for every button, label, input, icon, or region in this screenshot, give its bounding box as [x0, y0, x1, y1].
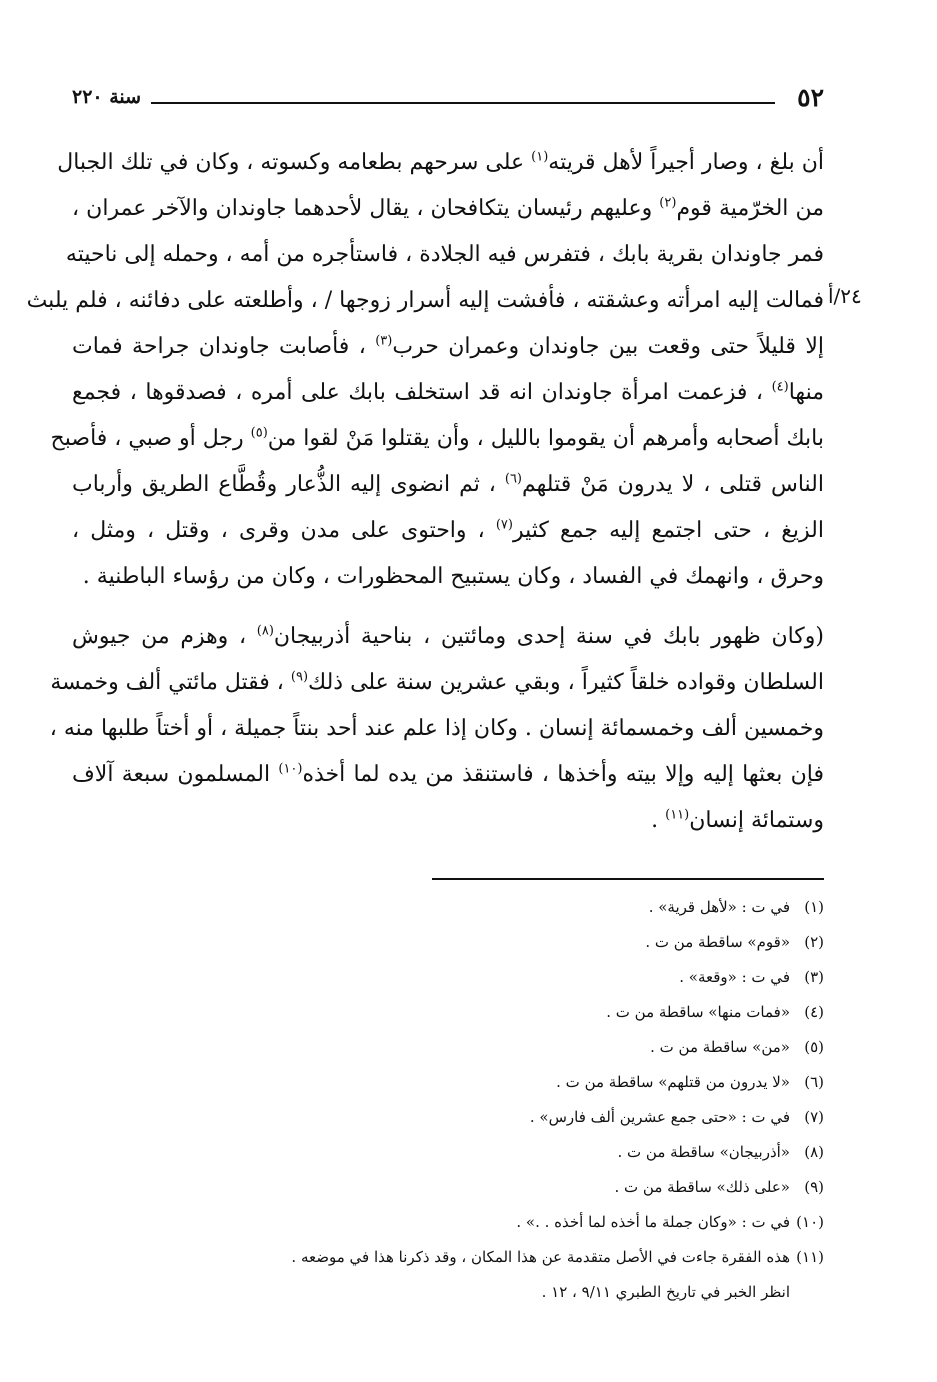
- footnote: [72, 1275, 824, 1310]
- text-run: أن بلغ ، وصار أجيراً لأهل قريته: [548, 150, 824, 175]
- text-line: [65, 232, 824, 278]
- text-run: فمالت إليه امرأته وعشقته ، فأفشت إليه أسرار زوجها / ، وأطلعته على دفائنه ، فلم يلبث: [26, 288, 824, 313]
- footnote-text: في ت : «لأهل قرية» .: [648, 898, 790, 916]
- footnote-ref: (٢): [659, 195, 677, 211]
- footnote-text: هذه الفقرة جاءت في الأصل متقدمة عن هذا المكان ، وقد ذكرنا هذا في موضعه .: [291, 1248, 790, 1266]
- footnote: [72, 960, 824, 995]
- text-line: [72, 554, 824, 600]
- footnote-number: (٦): [804, 1073, 824, 1091]
- text-run: ، فزعمت امرأة جاوندان انه قد استخلف بابك على أمره ، فصدقوها ، فجمع: [72, 380, 772, 405]
- page-number: ٥٢: [797, 82, 824, 112]
- footnote-ref: (٦): [504, 471, 522, 487]
- footnote-number: (١٠): [796, 1213, 824, 1231]
- text-run: وخمسين ألف وخمسمائة إنسان . وكان إذا علم عند أحد بنتاً جميلة ، أو أختاً طلبها منه ،: [49, 716, 824, 741]
- footnote-separator: [432, 878, 824, 880]
- footnote: [72, 995, 824, 1030]
- header-year: سنة ٢٢٠: [72, 86, 142, 108]
- text-run: على سرحهم بطعامه وكسوته ، وكان في تلك الجبال: [57, 150, 532, 175]
- footnote-text: «فمات منها» ساقطة من ت .: [606, 1003, 790, 1021]
- margin-folio-note: ٢٤/أ: [828, 284, 862, 308]
- text-run: فمر جاوندان بقرية بابك ، فتفرس فيه الجلادة ، فاستأجره من أمه ، وحمله إلى ناحيته: [65, 242, 824, 267]
- text-run: وستمائة إنسان: [689, 808, 824, 833]
- text-run: ، وهزم من جيوش: [72, 624, 257, 649]
- text-run: الناس قتلى ، لا يدرون مَنْ قتلهم: [522, 472, 824, 497]
- footnote: [72, 1030, 824, 1065]
- footnote: [72, 1170, 824, 1205]
- text-run: الزيغ ، حتى اجتمع إليه جمع كثير: [512, 518, 824, 543]
- text-run: ، ثم انضوى إليه الذُّعار وقُطَّاع الطريق وأرباب: [72, 472, 505, 497]
- text-line: [72, 798, 824, 844]
- text-run: من الخرّمية قوم: [676, 196, 824, 221]
- text-line: [57, 140, 824, 186]
- footnote-text: «أذربيجان» ساقطة من ت .: [617, 1143, 790, 1161]
- text-line: [72, 324, 824, 370]
- footnote-number: (٢): [804, 933, 824, 951]
- text-run: إلا قليلاً حتى وقعت بين جاوندان وعمران حرب: [392, 334, 825, 359]
- footnote: [72, 1135, 824, 1170]
- footnote-ref: (٤): [771, 379, 789, 395]
- text-run: ، فقتل مائتي ألف وخمسة: [50, 670, 291, 695]
- text-line: [72, 614, 824, 660]
- footnote-number: (٨): [804, 1143, 824, 1161]
- text-run: وعليهم رئيسان يتكافحان ، يقال لأحدهما جاوندان والآخر عمران ،: [72, 196, 660, 221]
- footnote: [72, 1205, 824, 1240]
- text-run: منها: [788, 380, 824, 405]
- footnote-ref: (٣): [375, 333, 393, 349]
- text-run: (وكان ظهور بابك في سنة إحدى ومائتين ، بناحية أذربيجان: [273, 624, 824, 649]
- footnote-text: «على ذلك» ساقطة من ت .: [614, 1178, 790, 1196]
- footnote-ref: (١٠): [278, 761, 303, 777]
- footnote: [72, 1065, 824, 1100]
- footnotes: [72, 890, 824, 1310]
- text-line: [26, 278, 824, 324]
- footnote: [72, 925, 824, 960]
- text-line: [72, 462, 824, 508]
- text-run: ، واحتوى على مدن وقرى ، وقتل ، ومثل ،: [72, 518, 496, 543]
- footnote-number: (٤): [804, 1003, 824, 1021]
- footnote-ref: (٩): [290, 669, 309, 685]
- footnote-ref: (١١): [665, 807, 690, 823]
- footnote-ref: (١): [531, 149, 549, 165]
- text-run: فإن بعثها إليه وإلا بيته وأخذها ، فاستنقذ من يده لما أخذه: [302, 762, 824, 787]
- text-line: [72, 752, 824, 798]
- footnote-number: (٩): [804, 1178, 824, 1196]
- running-header: [72, 82, 824, 112]
- footnote-text: في ت : «وقعة» .: [679, 968, 790, 986]
- main-text: [26, 140, 825, 844]
- text-run: وحرق ، وانهمك في الفساد ، وكان يستبيح المحظورات ، وكان من رؤساء الباطنية .: [82, 564, 824, 589]
- text-run: المسلمون سبعة آلاف: [72, 762, 279, 787]
- footnote-text: «من» ساقطة من ت .: [650, 1038, 790, 1056]
- footnote-number: (١١): [796, 1248, 824, 1266]
- footnote: [72, 1240, 824, 1275]
- text-line: [50, 416, 824, 462]
- footnote-number: (٥): [804, 1038, 824, 1056]
- footnote-text: انظر الخبر في تاريخ الطبري ٩/١١ ، ١٢ .: [541, 1283, 790, 1301]
- footnote-ref: (٨): [256, 623, 274, 639]
- footnote-number: (١): [804, 898, 824, 916]
- text-line: [49, 706, 824, 752]
- footnote-text: «قوم» ساقطة من ت .: [645, 933, 790, 951]
- footnote-text: «لا يدرون من قتلهم» ساقطة من ت .: [556, 1073, 790, 1091]
- text-line: [72, 508, 824, 554]
- footnote-number: (٣): [804, 968, 824, 986]
- text-run: رجل أو صبي ، فأصبح: [50, 426, 251, 451]
- footnote-ref: (٥): [250, 425, 268, 441]
- footnote: [72, 1100, 824, 1135]
- footnote-text: في ت : «حتى جمع عشرين ألف فارس» .: [529, 1108, 790, 1126]
- footnote-ref: (٧): [495, 517, 513, 533]
- footnote-text: في ت : «وكان جملة ما أخذه لما أخذه . .» .: [516, 1213, 790, 1231]
- text-run: ، فأصابت جاوندان جراحة فمات: [72, 334, 376, 359]
- text-line: [50, 660, 824, 706]
- text-run: بابك أصحابه وأمرهم أن يقوموا بالليل ، وأن يقتلوا مَنْ لقوا من: [267, 426, 824, 451]
- text-line: [72, 186, 824, 232]
- footnote-number: (٧): [804, 1108, 824, 1126]
- text-line: [72, 370, 824, 416]
- text-run: .: [651, 808, 666, 833]
- header-rule: [151, 102, 775, 104]
- text-run: السلطان وقواده خلقاً كثيراً ، وبقي عشرين سنة على ذلك: [308, 670, 824, 695]
- footnote: [72, 890, 824, 925]
